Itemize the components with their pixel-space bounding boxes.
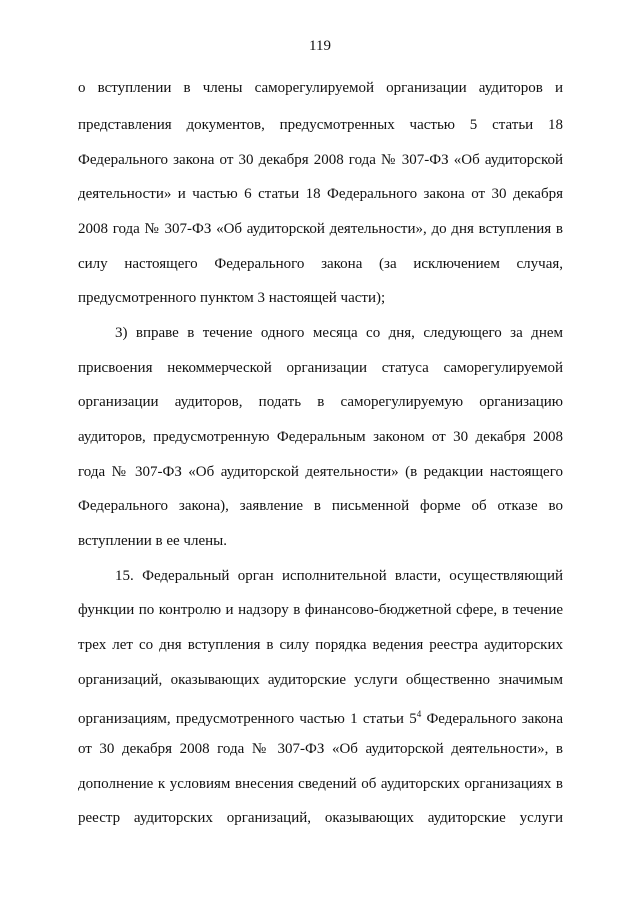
superscript: 4 [416, 709, 422, 719]
text-line: присвоения некоммерческой организации статуса саморегулируемой [78, 360, 563, 376]
text-line: организаций, оказывающих аудиторские услуги общественно значимым [78, 672, 563, 688]
text-line: от 30 декабря 2008 года № 307-ФЗ «Об аудиторской деятельности», в [78, 741, 563, 757]
text-line: представления документов, предусмотренных частью 5 статьи 18 [78, 117, 563, 133]
text-segment: организациям, предусмотренного частью 1 статьи 5 [78, 711, 417, 727]
text-line: предусмотренного пунктом 3 настоящей части); [78, 290, 386, 306]
text-line: о вступлении в члены саморегулируемой организации аудиторов и [78, 80, 563, 96]
text-line-with-superscript [78, 705, 563, 728]
text-line: 15. Федеральный орган исполнительной власти, осуществляющий [115, 568, 563, 584]
text-line: трех лет со дня вступления в силу порядка ведения реестра аудиторских [78, 637, 563, 653]
text-line: деятельности» и частью 6 статьи 18 Федерального закона от 30 декабря [78, 186, 563, 202]
text-line: года № 307-ФЗ «Об аудиторской деятельности» (в редакции настоящего [78, 464, 563, 480]
text-line: Федерального закона от 30 декабря 2008 года № 307-ФЗ «Об аудиторской [78, 152, 563, 168]
text-line: 2008 года № 307-ФЗ «Об аудиторской деятельности», до дня вступления в [78, 221, 563, 237]
text-line: дополнение к условиям внесения сведений об аудиторских организациях в [78, 776, 563, 792]
text-line: функции по контролю и надзору в финансово-бюджетной сфере, в течение [78, 602, 563, 618]
text-line: организации аудиторов, подать в саморегулируемую организацию [78, 394, 563, 410]
text-line: Федерального закона), заявление в письменной форме об отказе во [78, 498, 563, 514]
text-line: вступлении в ее члены. [78, 533, 227, 549]
text-line: 3) вправе в течение одного месяца со дня, следующего за днем [115, 325, 563, 341]
text-segment: Федерального закона [421, 711, 563, 727]
page-number: 119 [309, 38, 331, 54]
text-line: реестр аудиторских организаций, оказывающих аудиторские услуги [78, 810, 563, 826]
text-line: аудиторов, предусмотренную Федеральным законом от 30 декабря 2008 [78, 429, 563, 445]
text-line: силу настоящего Федерального закона (за исключением случая, [78, 256, 563, 272]
